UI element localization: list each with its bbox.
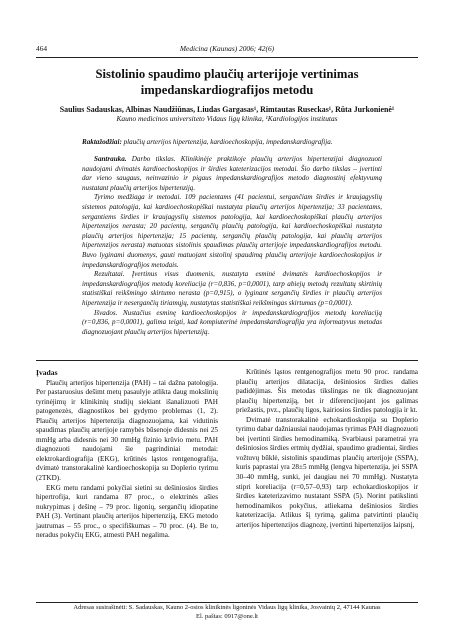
- abstract-aim: [82, 155, 382, 193]
- body-paragraph: EKG metu randami pokyčiai sietini su dešiniosios širdies hipertrofija, kuri randama 87 proc., o elektrinės ašies nukrypimas į dešinę – 79 proc. ligonių, sergančių idiopatine PAH (3). Vertinant plaučių arterijos hipertenziją, EKG metodo jautrumas – 55 proc., o specifiškumas – 70 proc. (4). Be to, neradus pokyčių EKG, atmesti PAH negalima.: [36, 483, 218, 540]
- body-paragraph: Krūtinės ląstos rentgenografijos metu 90 proc. randama plaučių arterijos dilatacija, dešiniosios širdies dalies padidėjimas. Šis metodas tikslingas ne tik diagnozuojant plaučių hipertenziją, bet ir diferencijuojant jos galimas priežastis, pvz., plaučių ligos, kairiosios širdies patologija ir kt.: [236, 368, 418, 415]
- keywords-label: Raktažodžiai:: [82, 138, 122, 146]
- body-paragraph: Plaučių arterijos hipertenzija (PAH) – tai dažna patologija. Per pastaruosius dešimt metų pasaulyje atlikta daug mokslinių tyrinėjimų ir klinikinių studijų siekiant išanalizuoti PAH patogenezės, diagnostikos bei gydymo problemas (1, 2). Plaučių arterijos hipertenzija diagnozuojama, kai vidutinis spaudimas plaučių arterijoje ramybės būsenoje didesnis nei 25 mmHg arba didesnis nei 30 mmHg fizinio krūvio metu. PAH diagnozuoti naudojami šie pagrindiniai metodai: elektrokardiografija (EKG), krūtinės ląstos rentgenografija, dvimatė transtorakalinė kardioechoskopija su Doplerio tyrimu (2TKD).: [36, 378, 218, 483]
- running-header: [36, 44, 418, 56]
- author-list: Saulius Sadauskas, Albinas Naudžiūnas, Liudas Gargasas¹, Rimtautas Ruseckas¹, Rūta Jurkonienė¹: [59, 105, 395, 114]
- keywords-text: plaučių arterijos hipertenzija, kardioechoskopija, impedanskardiografija.: [123, 138, 333, 146]
- abstract-label: Santrauka.: [94, 155, 127, 163]
- body-column-right: [236, 368, 418, 530]
- keywords: [82, 137, 382, 147]
- header-rule: [36, 57, 418, 58]
- body-column-left: [36, 368, 218, 541]
- abstract-conclusions: [82, 309, 382, 338]
- affiliation: Kauno medicinos universiteto Vidaus ligų klinika, ¹Kardiologijos institutas: [116, 114, 338, 123]
- correspondence-footnote: [36, 604, 418, 621]
- abstract-results-text: Įvertinus visus duomenis, nustatyta esminė dvimatės kardioechoskopijos ir impedanskardiografijos metodų koreliacija (r=0,836, p=0,0001), tarp abiejų metodų rezultatų skirtinių statistiškai reikšmingo skirtumo nerasta (p=0,915), o lyginant sergančių širdies ir plaučių arterijos hipertenzija ir nesergančių tiriamųjų, nustatytas statistiškai reikšmingas skirtumas (p=0,0001).: [82, 270, 382, 307]
- abstract: [82, 155, 382, 337]
- page-number: 464: [36, 44, 48, 53]
- abstract-rule: [36, 360, 418, 361]
- abstract-results-label: Rezultatai.: [94, 270, 125, 279]
- journal-citation: Medicina (Kaunas) 2006; 42(6): [179, 44, 275, 53]
- abstract-aim-text: Klinikinėje praktikoje plaučių arterijos hipertenzijai diagnozuoti naudojami dvimatės kardioechoskopijos ir širdies kateterizacijos metodai. Šio darbo tikslas – įvertinti dar vieno saugaus, neinvazinio ir pigaus impedanskardiografijos metodo diagnostinį efektyvumą nustatant plaučių arterijos hipertenziją.: [82, 155, 382, 192]
- footnote-rule: [36, 602, 418, 603]
- body-paragraph: Dvimatė transtorakalinė echokardioskopija su Doplerio tyrimu dabar dažniausiai naudojamas tyrimas PAH diagnozuoti bei įvertinti širdies hemodinamiką. Svarbiausi parametrai yra dešiniosios širdies ertmių dydžiai, spaudimo gradientai, širdies vožtuvų būklė, sistolinis spaudimas plaučių arterijoje (SSPA), kuris paprastai yra 28±5 mmHg (lengva hipertenzija, jei SSPA 30–40 mmHg, sunki, jei daugiau nei 70 mmHg). Nustatyta stipri koreliacija (r=0,57–0,93) tarp echokardioskopijos ir širdies kateterizavimo nustatant SSPA (5). Norint patikslinti hemodinamikos pokyčius, atliekama dešiniosios širdies kateterizacija. Atlikus šį tyrimą, galima patvirtinti plaučių arterijos hipertenzijos diagnozę, įvertinti hipertenzijos laipsnį,: [236, 415, 418, 529]
- correspondence-address: Adresas susirašinėti: S. Sadauskas, Kauno 2-osios klinikinės ligoninės Vidaus ligų klinika, Josvainių 2, 47144 Kaunas: [73, 604, 381, 611]
- abstract-aim-label: Darbo tikslas.: [131, 155, 176, 163]
- correspondence-email: El. paštas: 0917@one.lt: [196, 612, 258, 620]
- abstract-results: [82, 270, 382, 308]
- article-title: Sistolinio spaudimo plaučių arterijoje vertinimas impedanskardiografijos metodu: [95, 67, 359, 97]
- abstract-methods-label: Tyrimo medžiaga ir metodai.: [94, 193, 182, 202]
- abstract-conclusions-text: Nustačius esminę kardioechoskopijos ir impedanskardiografijos metodų koreliaciją (r=0,836, p=0,0001), galima teigti, kad kompiuterinė impedanskardiografija yra informatyvus metodas diagnozuojant plaučių arterijos hipertenziją.: [82, 308, 382, 336]
- section-heading: Įvadas: [36, 368, 58, 377]
- abstract-methods: [82, 193, 382, 270]
- abstract-conclusions-label: Išvados.: [94, 308, 118, 317]
- abstract-methods-text: 109 pacientams (41 pacientui, sergančiam širdies ir kraujagyslių sistemos patologija, kai kardioechoskopiškai nustatyta plaučių arterijos hipertenzija; 33 pacientams, sergantiems širdies ir kraujagyslių sistemos patologija, kai kardioechoskopiškai plaučių arterijos hipertenzijos nerasta; 20 pacientų, sergančių plaučių patologija, kai kardioechoskopiškai nustatyta plaučių arterijos hipertenzija; 15 pacientų, sergančių plaučių patologija, kai plaučių arterijos hipertenzijos nerasta) matuotas sistolinis spaudimas plaučių arterijoje impedanskardiografijos metodu. Buvo lyginami duomenys, gauti matuojant sistolinį spaudimą plaučių arterijoje kardioechoskopijos ir impedanskardiografijos metodais.: [82, 193, 383, 269]
